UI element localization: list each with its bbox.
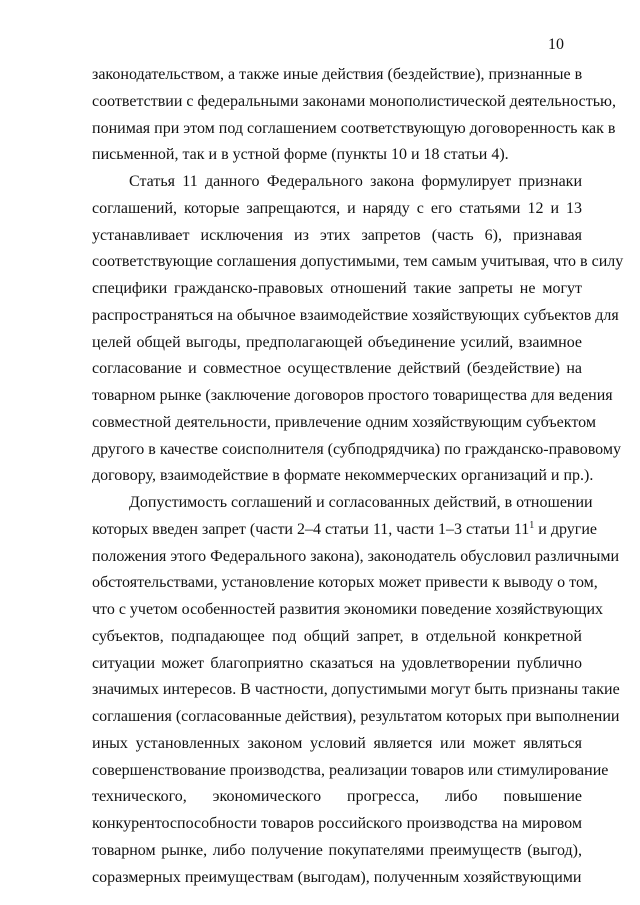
text-line: технического, экономического прогресса, либо повышение <box>92 788 582 806</box>
text-line: положения этого Федерального закона), законодатель обусловил различными <box>92 547 619 565</box>
text-line: соглашений, которые запрещаются, и наряду с его статьями 12 и 13 <box>92 199 582 217</box>
text-line: значимых интересов. В частности, допустимыми могут быть признаны такие <box>92 681 620 699</box>
text-line: обстоятельствами, установление которых может привести к выводу о том, <box>92 574 598 592</box>
text-line: соответствии с федеральными законами монополистической деятельностью, <box>92 92 616 110</box>
paragraph <box>92 490 620 891</box>
text-line: совместной деятельности, привлечение одним хозяйствующим субъектом <box>92 413 596 431</box>
text-line: целей общей выгоды, предполагающей объединение усилий, взаимное <box>92 333 582 351</box>
text-line: согласование и совместное осуществление действий (бездействие) на <box>92 360 582 378</box>
document-body <box>92 62 624 891</box>
text-line: товарном рынке, либо получение покупателями преимуществ (выгод), <box>92 841 582 859</box>
text-line: иных установленных законом условий является или может являться <box>92 734 582 752</box>
text-after-superscript: и другие <box>534 520 597 538</box>
text-line: ситуации может благоприятно сказаться на удовлетворении публично <box>92 654 582 672</box>
text-line: устанавливает исключения из этих запретов (часть 6), признавая <box>92 226 582 244</box>
text-line: субъектов, подпадающее под общий запрет, в отдельной конкретной <box>92 627 582 645</box>
text-line: законодательством, а также иные действия (бездействие), признанные в <box>92 66 583 83</box>
paragraph <box>92 62 616 169</box>
text-line: письменной, так и в устной форме (пункты 10 и 18 статьи 4). <box>92 146 509 164</box>
text-line: понимая при этом под соглашением соответствующую договоренность как в <box>92 119 616 137</box>
paragraph <box>92 169 624 490</box>
text-line: Допустимость соглашений и согласованных действий, в отношении <box>129 494 593 511</box>
text-line: другого в качестве соисполнителя (субподрядчика) по гражданско-правовому <box>92 440 621 458</box>
page-number: 10 <box>548 36 564 53</box>
text-line: что с учетом особенностей развития экономики поведение хозяйствующих <box>92 601 604 618</box>
text-line: соответствующие соглашения допустимыми, тем самым учитывая, что в силу <box>92 253 624 271</box>
text-line: специфики гражданско-правовых отношений такие запреты не могут <box>92 280 582 297</box>
text-line: конкурентоспособности товаров российского производства на мировом <box>92 815 582 832</box>
text-line: товарном рынке (заключение договоров простого товарищества для ведения <box>92 387 613 404</box>
text-line: соразмерных преимуществам (выгодам), полученным хозяйствующими <box>92 868 582 886</box>
text-line: совершенствование производства, реализации товаров или стимулирование <box>92 761 609 779</box>
superscript: 1 <box>529 519 535 531</box>
text-line: договору, взаимодействие в формате некоммерческих организаций и пр.). <box>92 467 594 485</box>
text-line: Статья 11 данного Федерального закона формулирует признаки <box>129 173 582 190</box>
text-line: соглашения (согласованные действия), результатом которых при выполнении <box>92 708 620 725</box>
text-line: которых введен запрет (части 2–4 статьи 11, части 1–3 статьи $11^1$ и другие <box>92 519 597 538</box>
text-line: распространяться на обычное взаимодействие хозяйствующих субъектов для <box>92 306 619 324</box>
